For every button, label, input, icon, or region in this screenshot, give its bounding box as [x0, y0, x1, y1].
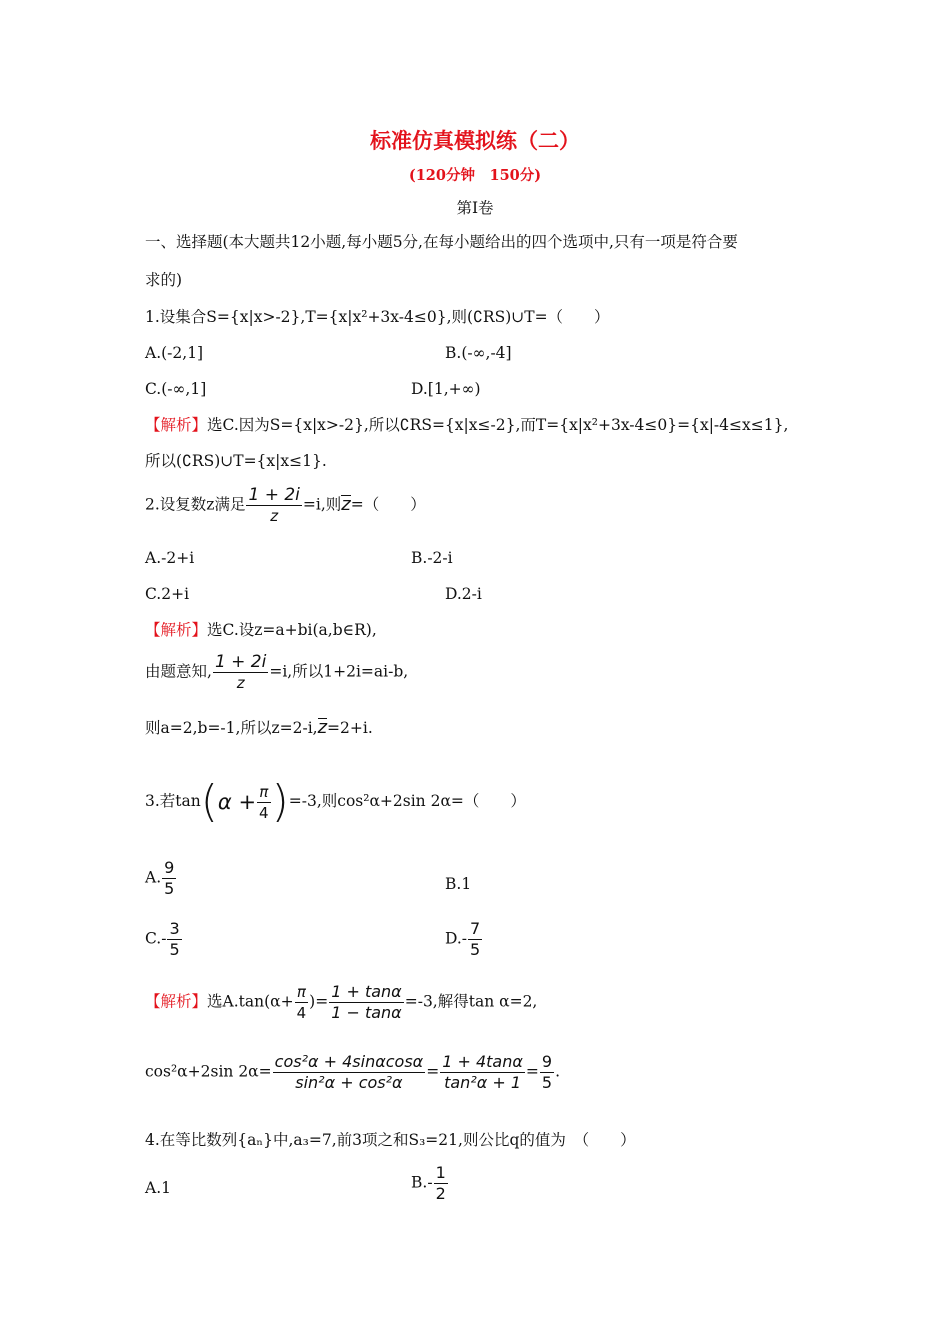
- q2-sol-zbar: z: [317, 717, 328, 738]
- q1-option-c: C.(-∞,1]: [145, 380, 207, 398]
- section-heading-line2: 求的): [145, 271, 183, 289]
- q1-solution-line2: 所以(∁RS)∪T={x|x≤1}.: [145, 452, 327, 470]
- q3-solution-line2: [145, 1052, 560, 1093]
- solution-tag: 【解析】: [145, 992, 208, 1011]
- q3-sol-fraction1: [329, 982, 404, 1023]
- q3-sol1-b: )=: [309, 992, 329, 1011]
- left-paren: (: [200, 776, 218, 827]
- q3-sol-fraction2: [273, 1052, 426, 1093]
- q2-sol-fraction: [213, 652, 268, 693]
- q1-option-a: A.(-2,1]: [145, 344, 204, 362]
- q3-f3-den: tan²α + 1: [444, 1073, 522, 1092]
- q3-stem-a: 3.若tan: [145, 792, 201, 810]
- q2-solution-line3: [145, 718, 373, 738]
- q2-solution-line1: [145, 620, 377, 640]
- q3-pi-over-4: [257, 782, 271, 823]
- q3-option-b: B.1: [445, 875, 472, 893]
- q3-d-den: 5: [470, 940, 481, 959]
- q3-f1-den: 1 − tanα: [331, 1003, 402, 1022]
- q2-sol2-b: =i,所以1+2i=ai-b,: [269, 662, 409, 681]
- q3-f2-den: sin²α + cos²α: [295, 1073, 403, 1092]
- q2-stem: [145, 485, 426, 526]
- q2-option-c: C.2+i: [145, 585, 190, 603]
- q2-stem-b: =i,则: [302, 495, 342, 514]
- q3-c-label: C.-: [145, 929, 167, 948]
- q3-sol-fraction4: [540, 1052, 554, 1093]
- q3-f4-num: 9: [541, 1052, 553, 1071]
- q3-pi: π: [257, 782, 271, 803]
- q2-sol-fraction-denominator: z: [236, 674, 245, 692]
- q2-fraction-numerator: 1 + 2i: [248, 485, 300, 505]
- q3-solution-line1: [145, 982, 537, 1023]
- q4-b-fraction: [434, 1163, 448, 1204]
- solution-tag: 【解析】: [145, 416, 208, 434]
- q3-d-label: D.-: [445, 929, 468, 948]
- q1-option-d: D.[1,+∞): [411, 380, 481, 398]
- q3-f4-den: 5: [541, 1073, 553, 1092]
- q2-fraction-denominator: z: [270, 507, 279, 525]
- q3-sol-pi: π: [295, 982, 309, 1003]
- q3-a-fraction: [162, 858, 176, 899]
- q3-eq2: =: [525, 1062, 539, 1081]
- q2-solution-text1: 选C.设z=a+bi(a,b∈R),: [207, 621, 377, 639]
- q3-stem: [145, 776, 526, 827]
- q3-d-num: 7: [470, 919, 481, 938]
- q2-sol3-b: =2+i.: [327, 719, 373, 737]
- q1-solution-text1: 选C.因为S={x|x>-2},所以∁RS={x|x≤-2},而T={x|x²+3x-4≤0}={x|-4≤x≤1},: [207, 416, 789, 434]
- q3-c-den: 5: [169, 940, 180, 959]
- q2-sol2-a: 由题意知,: [145, 662, 212, 681]
- q3-sol1-c: =-3,解得tan α=2,: [404, 992, 538, 1011]
- q1-solution-line1: [145, 415, 788, 435]
- q3-four: 4: [259, 803, 269, 822]
- q3-sol2-a: cos²α+2sin 2α=: [145, 1062, 272, 1081]
- q4-option-a: A.1: [145, 1179, 171, 1197]
- q3-eq: =: [426, 1062, 440, 1081]
- q3-d-fraction: [468, 919, 482, 960]
- section-heading-line1: 一、选择题(本大题共12小题,每小题5分,在每小题给出的四个选项中,只有一项是符合要: [145, 233, 738, 251]
- q2-stem-a: 2.设复数z满足: [145, 495, 246, 514]
- q3-alpha-plus: α +: [217, 790, 257, 814]
- q1-stem: 1.设集合S={x|x>-2},T={x|x²+3x-4≤0},则(∁RS)∪T=（ ）: [145, 308, 610, 326]
- q2-sol-fraction-numerator: 1 + 2i: [214, 652, 267, 672]
- q2-zbar: z: [341, 493, 351, 515]
- q3-a-label: A.: [145, 868, 162, 887]
- page-title: 标准仿真模拟练（二）: [370, 128, 580, 153]
- q3-end: .: [555, 1062, 561, 1081]
- q3-sol-four: 4: [296, 1004, 307, 1022]
- q3-option-a: [145, 858, 177, 899]
- q4-b-num: 1: [435, 1163, 446, 1182]
- q4-option-b: [411, 1163, 449, 1204]
- q2-option-d: D.2-i: [445, 585, 482, 603]
- q3-option-d: [445, 919, 483, 960]
- q3-f2-num: cos²α + 4sinαcosα: [274, 1052, 424, 1071]
- right-paren: ): [271, 776, 289, 827]
- q3-sol-pi-over-4: [295, 982, 309, 1023]
- q2-sol3-a: 则a=2,b=-1,所以z=2-i,: [145, 719, 318, 737]
- q4-b-den: 2: [435, 1184, 446, 1203]
- q2-option-a: A.-2+i: [145, 549, 195, 567]
- q2-stem-c: =（ ）: [350, 495, 426, 514]
- q4-b-label: B.-: [411, 1173, 433, 1192]
- q2-solution-line2: [145, 652, 408, 693]
- q3-f1-num: 1 + tanα: [331, 982, 402, 1001]
- q3-c-fraction: [167, 919, 181, 960]
- q3-option-c: [145, 919, 183, 960]
- q3-f3-num: 1 + 4tanα: [442, 1052, 523, 1071]
- q4-stem: 4.在等比数列{aₙ}中,a₃=7,前3项之和S₃=21,则公比q的值为 （ ）: [145, 1131, 636, 1149]
- q1-option-b: B.(-∞,-4]: [445, 344, 512, 362]
- q2-fraction: [246, 485, 301, 526]
- q3-c-num: 3: [169, 919, 180, 938]
- q3-a-num: 9: [164, 858, 175, 877]
- q2-option-b: B.-2-i: [411, 549, 453, 567]
- volume-label: 第Ⅰ卷: [456, 199, 494, 217]
- q3-stem-b: =-3,则cos²α+2sin 2α=（ ）: [288, 792, 526, 810]
- solution-tag: 【解析】: [145, 621, 208, 639]
- page-subtitle: (120分钟 150分): [408, 167, 542, 184]
- q3-sol-fraction3: [440, 1052, 525, 1093]
- q3-a-den: 5: [164, 879, 175, 898]
- q3-sol1-a: 选A.tan(α+: [207, 992, 294, 1011]
